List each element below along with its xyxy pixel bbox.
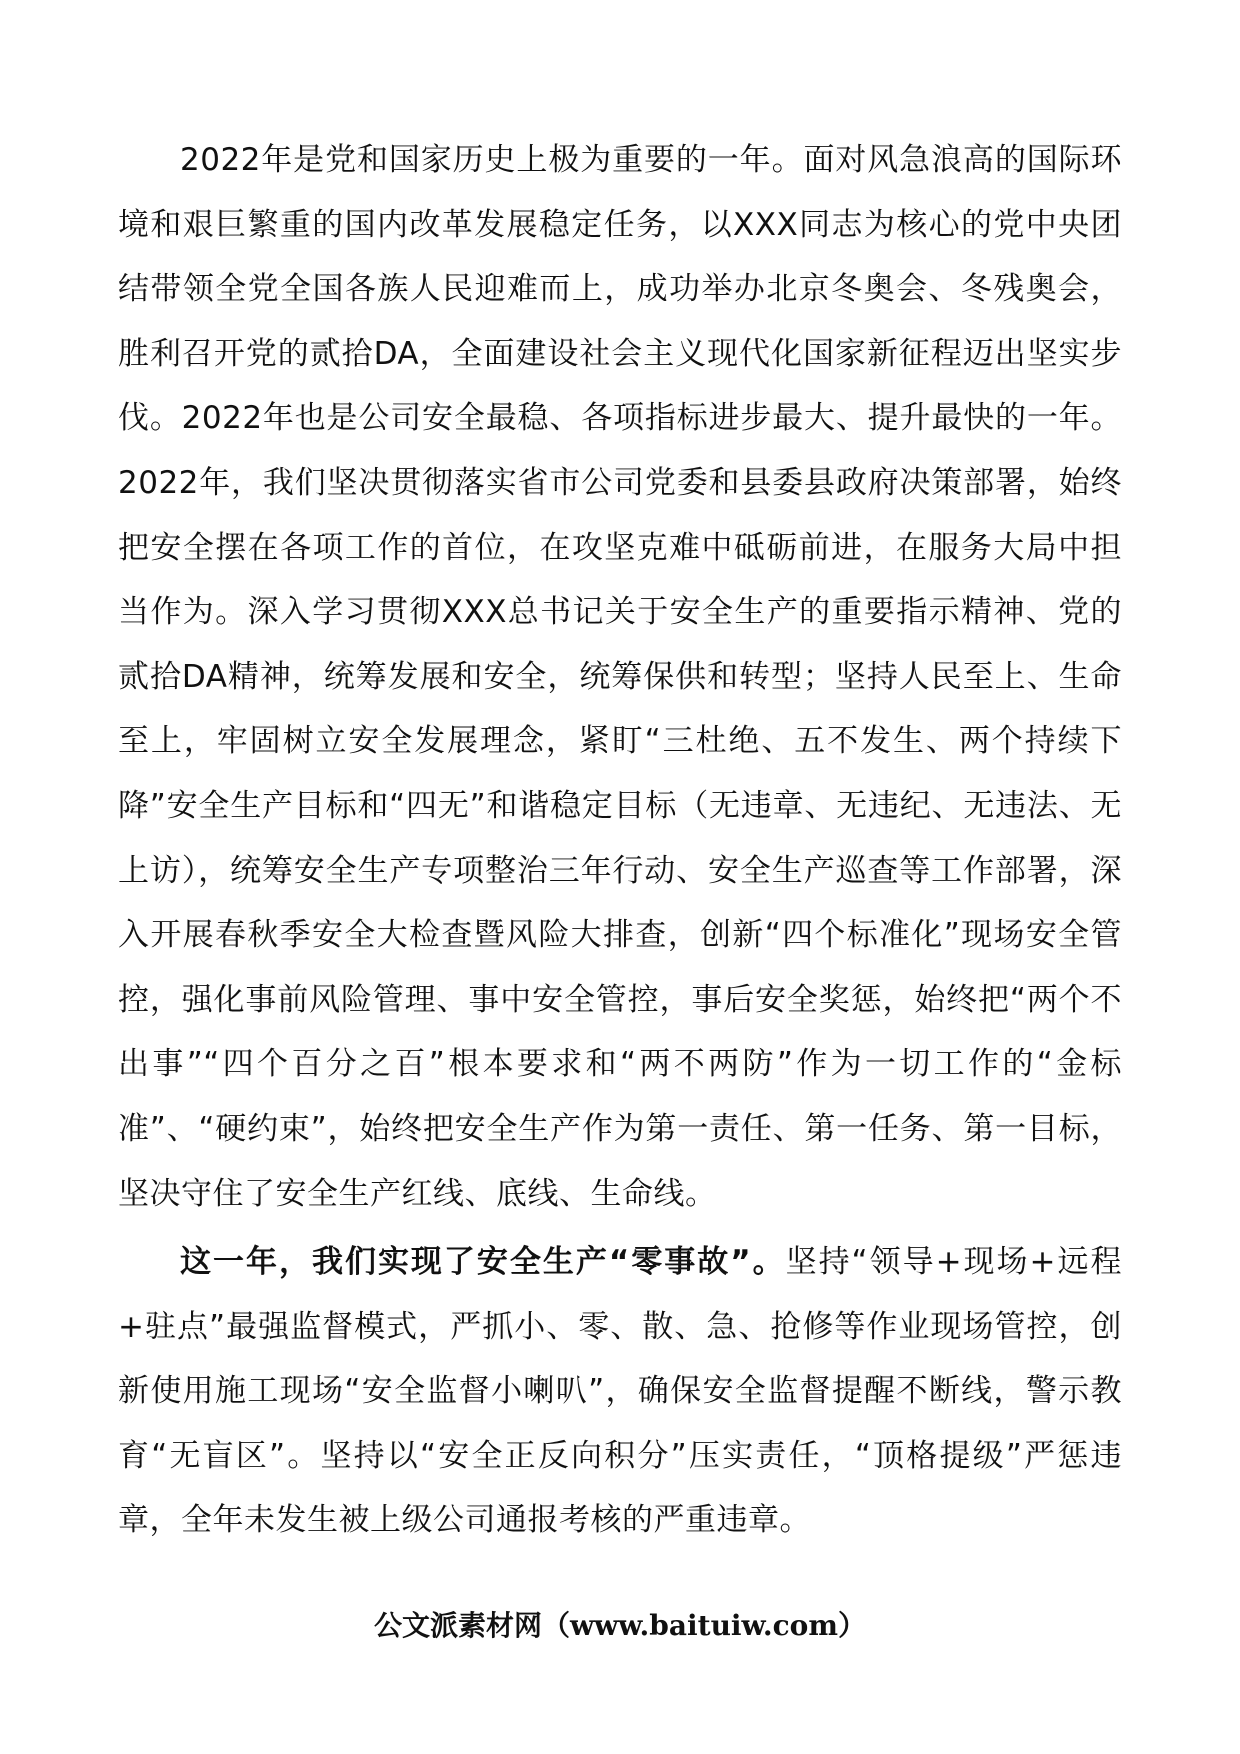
paragraph-2-text: 坚持“领导+现场+远程+驻点”最强监督模式，严抓小、零、散、急、抢修等作业现场管控，创新使用施工现场“安全监督小喇叭”，确保安全监督提醒不断线，警示教育“无盲区”。坚持以“安全正反向积分”压实责任，“顶格提级”严惩违章，全年未发生被上级公司通报考核的严重违章。 (118, 1244, 1122, 1539)
paragraph-1-text: 2022年是党和国家历史上极为重要的一年。面对风急浪高的国际环境和艰巨繁重的国内改革发展稳定任务，以XXX同志为核心的党中央团结带领全党全国各族人民迎难而上，成功举办北京冬奥会、冬残奥会，胜利召开党的贰拾DA，全面建设社会主义现代化国家新征程迈出坚实步伐。2022年也是公司安全最稳、各项指标进步最大、提升最快的一年。2022年，我们坚决贯彻落实省市公司党委和县委县政府决策部署，始终把安全摆在各项工作的首位，在攻坚克难中砥砺前进，在服务大局中担当作为。深入学习贯彻XXX总书记关于安全生产的重要指示精神、党的贰拾DA精神，统筹发展和安全，统筹保供和转型；坚持人民至上、生命至上，牢固树立安全发展理念，紧盯“三杜绝、五不发生、两个持续下降”安全生产目标和“四无”和谐稳定目标（无违章、无违纪、无违法、无上访），统筹安全生产专项整治三年行动、安全生产巡查等工作部署，深入开展春秋季安全大检查暨风险大排查，创新“四个标准化”现场安全管控，强化事前风险管理、事中安全管控，事后安全奖惩，始终把“两个不出事”“四个百分之百”根本要求和“两不两防”作为一切工作的“金标准”、“硬约束”，始终把安全生产作为第一责任、第一任务、第一目标，坚决守住了安全生产红线、底线、生命线。 (118, 142, 1122, 1212)
footer-watermark: 公文派素材网（www.baituiw.com） (374, 1609, 866, 1642)
paragraph-2-lead: 这一年，我们实现了安全生产“零事故”。 (180, 1244, 786, 1281)
paragraph-1 (118, 128, 1122, 1226)
paragraph-2 (118, 1230, 1122, 1553)
document-body (118, 128, 1122, 1553)
